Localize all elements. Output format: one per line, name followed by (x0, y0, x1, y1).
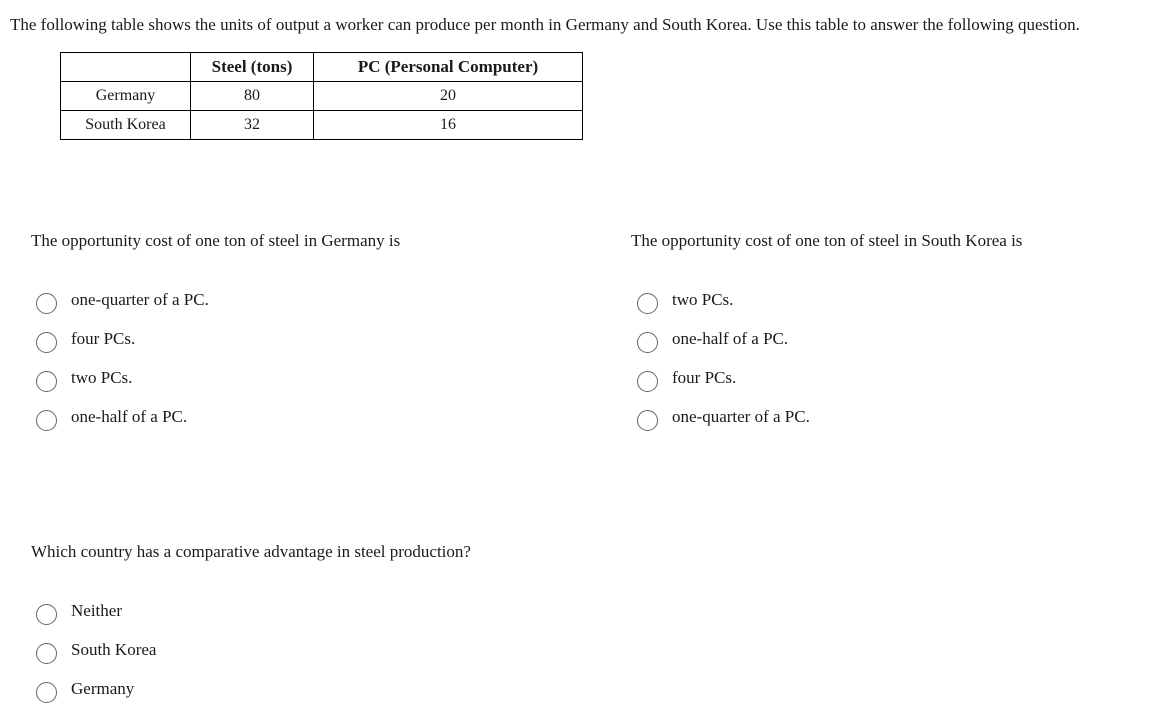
option-label: Neither (71, 601, 122, 620)
table-row (61, 82, 583, 111)
option-label: two PCs. (71, 368, 133, 387)
option-label: one-quarter of a PC. (71, 290, 209, 309)
option-label: four PCs. (672, 368, 737, 387)
q2-option[interactable] (637, 407, 810, 433)
table-cell: 80 (191, 82, 314, 111)
q3-option[interactable] (36, 601, 122, 627)
intro-text: The following table shows the units of output a worker can produce per month in Germany and South Korea. Use this table to answer the following question. (10, 15, 1080, 34)
radio-button[interactable] (637, 371, 658, 392)
radio-button[interactable] (637, 293, 658, 314)
question-comparative-advantage: Which country has a comparative advantage in steel production? (31, 542, 471, 561)
option-label: South Korea (71, 640, 157, 659)
q1-option[interactable] (36, 329, 135, 355)
radio-button[interactable] (36, 682, 57, 703)
option-label: Germany (71, 679, 135, 698)
table-header-row (61, 53, 583, 82)
table-cell: Germany (61, 82, 191, 111)
q1-option[interactable] (36, 407, 187, 433)
table-cell: 32 (191, 111, 314, 140)
output-table (60, 52, 583, 140)
radio-button[interactable] (36, 371, 57, 392)
q3-option[interactable] (36, 640, 156, 666)
option-label: one-half of a PC. (672, 329, 789, 348)
table-cell: 16 (314, 111, 583, 140)
question-south-korea-steel-cost: The opportunity cost of one ton of steel in South Korea is (631, 231, 1023, 250)
q2-option[interactable] (637, 290, 733, 316)
radio-button[interactable] (36, 332, 57, 353)
q1-option[interactable] (36, 368, 132, 394)
radio-button[interactable] (36, 293, 57, 314)
radio-button[interactable] (36, 643, 57, 664)
radio-button[interactable] (637, 410, 658, 431)
option-label: one-quarter of a PC. (672, 407, 810, 426)
table-header-cell (61, 53, 191, 82)
option-label: one-half of a PC. (71, 407, 188, 426)
radio-button[interactable] (36, 604, 57, 625)
option-label: two PCs. (672, 290, 734, 309)
question-germany-steel-cost: The opportunity cost of one ton of steel in Germany is (31, 231, 401, 250)
option-label: four PCs. (71, 329, 136, 348)
table-header-cell: Steel (tons) (191, 53, 314, 82)
table-header-cell: PC (Personal Computer) (314, 53, 583, 82)
table-cell: South Korea (61, 111, 191, 140)
table-row (61, 111, 583, 140)
q3-option[interactable] (36, 679, 134, 705)
q1-option[interactable] (36, 290, 209, 316)
radio-button[interactable] (36, 410, 57, 431)
radio-button[interactable] (637, 332, 658, 353)
table-cell: 20 (314, 82, 583, 111)
q2-option[interactable] (637, 329, 788, 355)
q2-option[interactable] (637, 368, 736, 394)
